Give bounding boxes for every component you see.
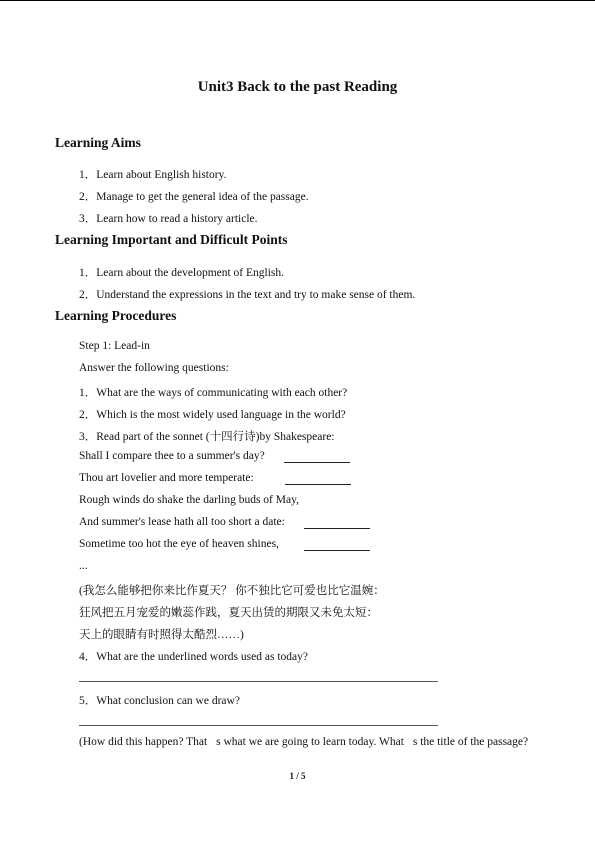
sonnet-line-1: Shall I compare thee to a summer's day? [79, 450, 265, 462]
question-4: 4．What are the underlined words used as today? [79, 651, 308, 663]
answer-blank-2[interactable] [285, 474, 351, 485]
closing-question: (How did this happen? That s what we are going to learn today. What s the title of the passage? [79, 736, 529, 748]
answer-blank-4[interactable] [304, 540, 370, 551]
translation-line-2: 狂风把五月宠爱的嫩蕊作践，夏天出赁的期限又未免太短： [79, 607, 378, 619]
page-number: 1 / 5 [289, 771, 306, 781]
instruction-text: Answer the following questions: [79, 362, 229, 374]
step1-label: Step 1: Lead-in [79, 340, 150, 352]
sonnet-line-5: Sometime too hot the eye of heaven shines, [79, 538, 279, 550]
aim-item-3: 3．Learn how to read a history article. [79, 213, 258, 225]
aim-item-2: 2．Manage to get the general idea of the passage. [79, 191, 309, 203]
sonnet-line-3: Rough winds do shake the darling buds of May, [79, 494, 299, 506]
sonnet-line-4: And summer's lease hath all too short a date: [79, 516, 285, 528]
question-5: 5．What conclusion can we draw? [79, 695, 240, 707]
top-border-line [0, 0, 595, 1]
translation-line-3: 天上的眼睛有时照得太酷烈……) [79, 629, 244, 641]
key-point-1: 1．Learn about the development of English. [79, 267, 285, 279]
answer-blank-1[interactable] [284, 452, 350, 463]
question-2: 2．Which is the most widely used language in the world? [79, 409, 346, 421]
question-1: 1．What are the ways of communicating with each other? [79, 387, 348, 399]
procedures-heading: Learning Procedures [55, 308, 177, 323]
answer-blank-3[interactable] [304, 518, 370, 529]
aim-item-1: 1．Learn about English history. [79, 169, 227, 181]
learning-aims-heading: Learning Aims [55, 135, 141, 150]
key-points-heading: Learning Important and Difficult Points [55, 232, 288, 247]
sonnet-ellipsis: ... [79, 560, 88, 572]
page-title: Unit3 Back to the past Reading [197, 79, 398, 95]
answer-line-q5[interactable] [79, 725, 438, 726]
translation-line-1: (我怎么能够把你来比作夏天？ 你不独比它可爱也比它温婉： [79, 585, 385, 597]
answer-line-q4[interactable] [79, 681, 438, 682]
question-3: 3．Read part of the sonnet (十四行诗)by Shakespeare: [79, 431, 335, 443]
key-point-2: 2．Understand the expressions in the text and try to make sense of them. [79, 289, 416, 301]
sonnet-line-2: Thou art lovelier and more temperate: [79, 472, 254, 484]
